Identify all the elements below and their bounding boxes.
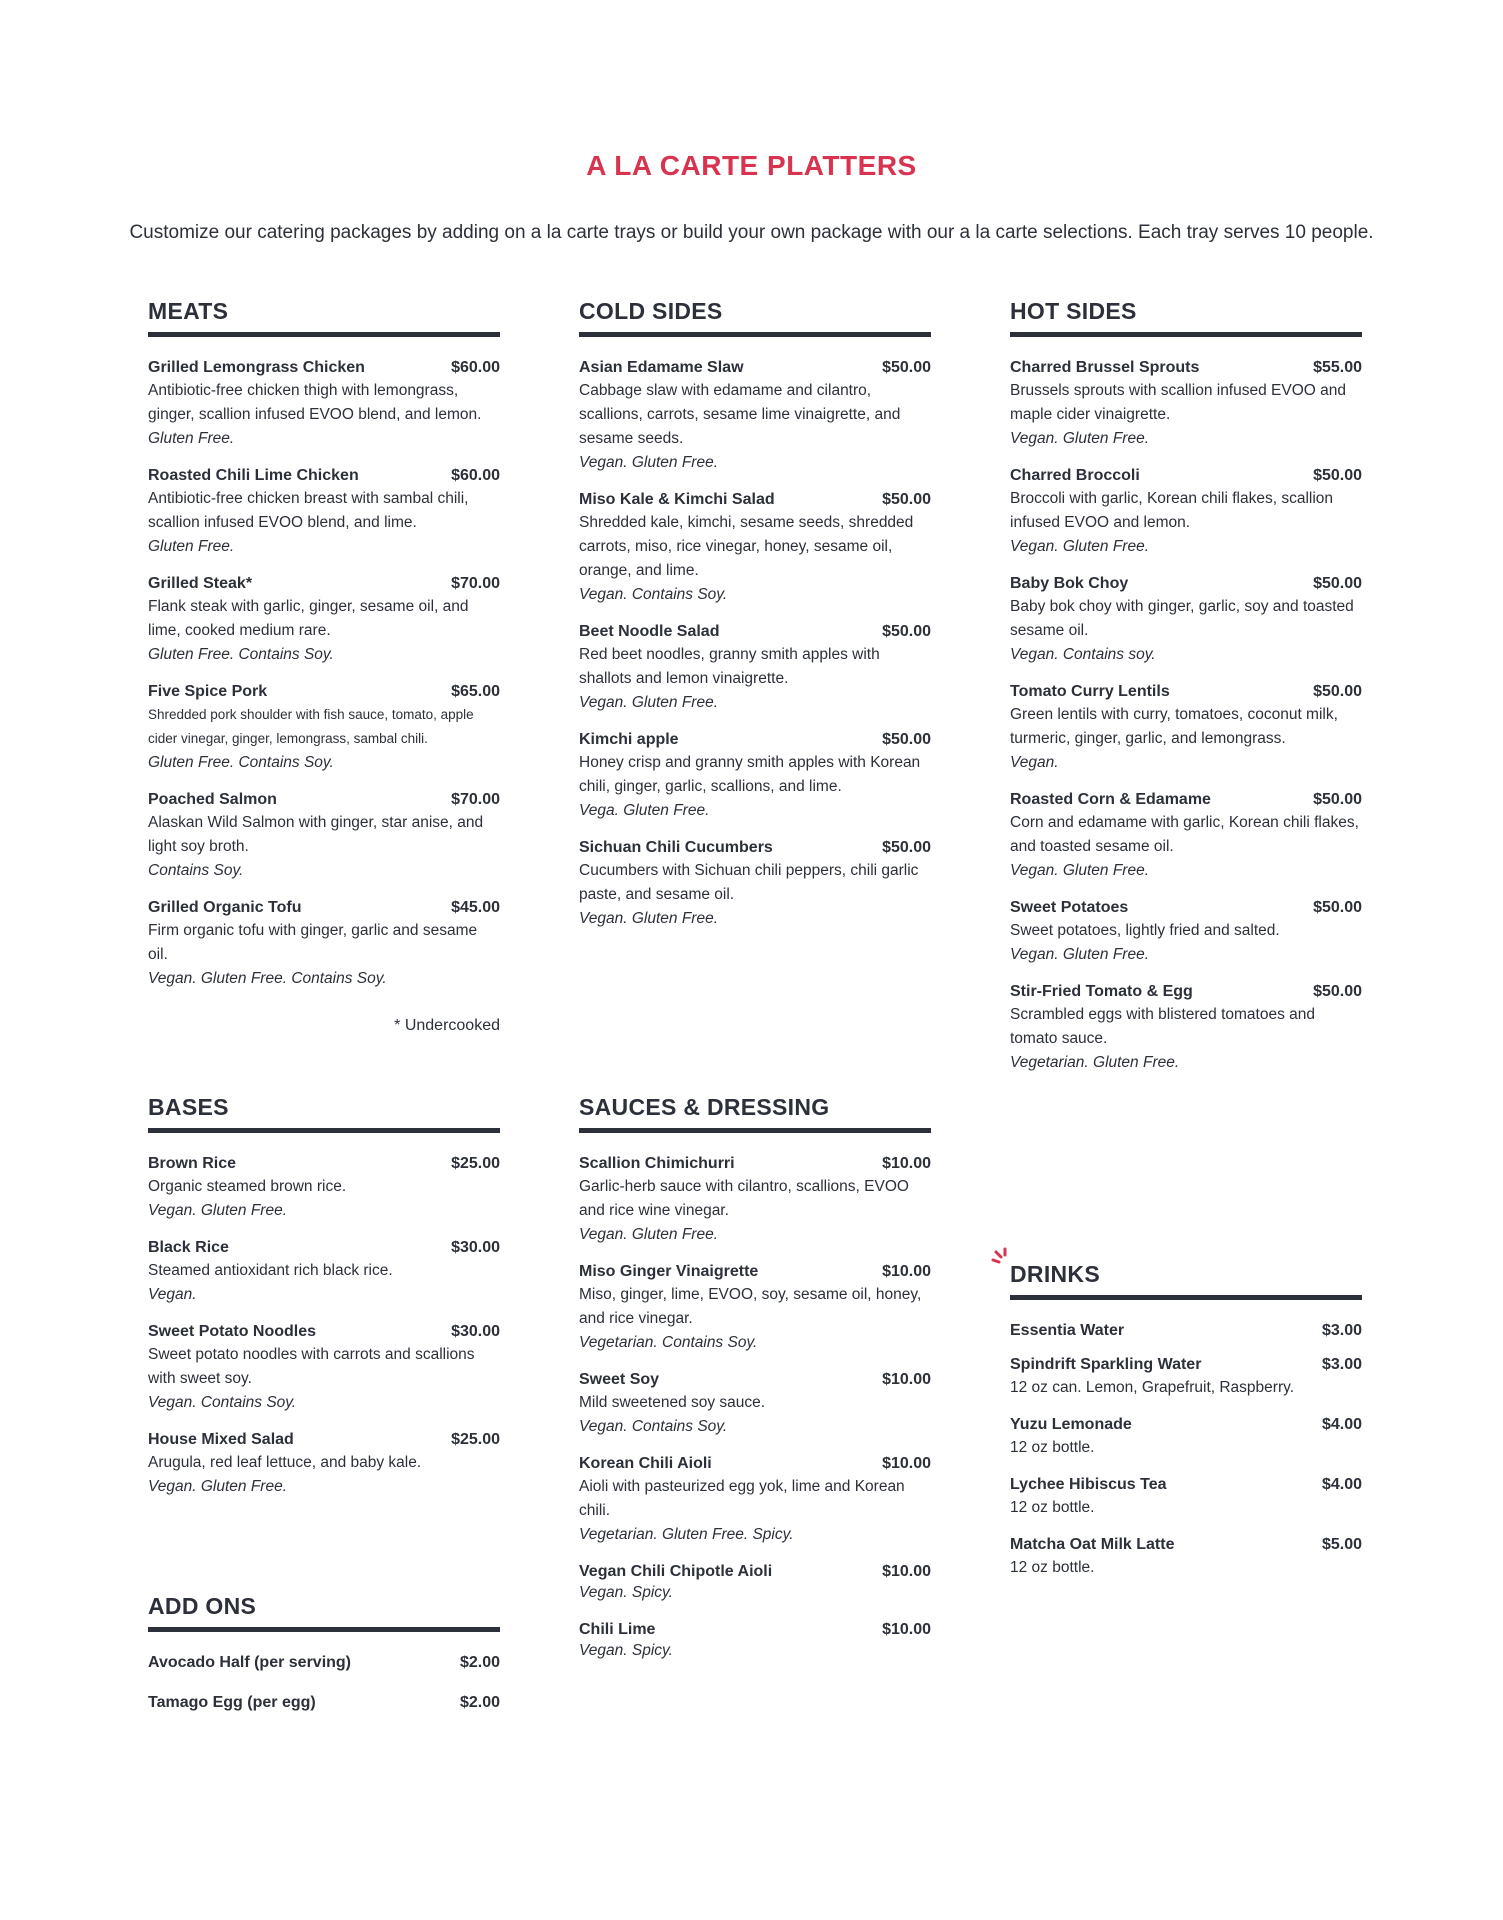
menu-item: [1010, 467, 1362, 559]
menu-item: [1010, 1356, 1362, 1400]
menu-item-dietary-note: Vegetarian. Gluten Free. Spicy.: [579, 1526, 794, 1543]
menu-item-price: $60.00: [451, 467, 500, 484]
menu-item-description: Antibiotic-free chicken thigh with lemongrass, ginger, scallion infused EVOO blend, and lemon.: [148, 382, 482, 423]
menu-item-row: [579, 1621, 931, 1639]
menu-item-row: [579, 1563, 931, 1581]
menu-item-price: $50.00: [1313, 467, 1362, 484]
menu-item-price: $4.00: [1321, 1476, 1362, 1493]
menu-item: [1010, 1416, 1362, 1460]
menu-item-name: Essentia Water: [1010, 1322, 1125, 1339]
menu-item-row: [148, 1155, 500, 1173]
menu-item-row: [1010, 359, 1362, 377]
menu-item-description: Arugula, red leaf lettuce, and baby kale.: [148, 1454, 422, 1471]
menu-item-dietary-note: Vegan. Contains Soy.: [579, 586, 728, 603]
menu-item-dietary-note: Vegan. Gluten Free.: [148, 1202, 288, 1219]
menu-item-description: Cucumbers with Sichuan chili peppers, chili garlic paste, and sesame oil.: [579, 862, 919, 903]
meats-section: [148, 290, 500, 1035]
menu-item-name: Five Spice Pork: [148, 683, 268, 700]
menu-item-dietary-note: Vegan.: [148, 1286, 197, 1303]
menu-item: [579, 1621, 931, 1663]
menu-item-description: Baby bok choy with ginger, garlic, soy and toasted sesame oil.: [1010, 598, 1354, 639]
menu-item-price: $55.00: [1313, 359, 1362, 376]
menu-item-description: Sweet potatoes, lightly fried and salted.: [1010, 922, 1280, 939]
menu-item-row: [148, 1654, 500, 1672]
menu-item-name: Sichuan Chili Cucumbers: [579, 839, 773, 856]
menu-item-description: Sweet potato noodles with carrots and scallions with sweet soy.: [148, 1346, 475, 1387]
menu-item-price: $10.00: [882, 1371, 931, 1388]
menu-item-row: [148, 575, 500, 593]
menu-item-row: [1010, 575, 1362, 593]
menu-item-row: [579, 1455, 931, 1473]
menu-item: [148, 1654, 500, 1672]
menu-item: [579, 1263, 931, 1355]
menu-item-name: Lychee Hibiscus Tea: [1010, 1476, 1167, 1493]
menu-item-dietary-note: Vegan. Gluten Free. Contains Soy.: [148, 970, 387, 987]
menu-item-price: $70.00: [451, 575, 500, 592]
menu-item-price: $25.00: [451, 1155, 500, 1172]
menu-item-name: Roasted Chili Lime Chicken: [148, 467, 359, 484]
menu-item-name: Grilled Lemongrass Chicken: [148, 359, 365, 376]
menu-item-name: Sweet Potatoes: [1010, 899, 1129, 916]
menu-item-price: $10.00: [882, 1621, 931, 1638]
menu-item-name: Vegan Chili Chipotle Aioli: [579, 1563, 773, 1580]
menu-item-dietary-note: Vegan. Gluten Free.: [148, 1478, 288, 1495]
menu-item-price: $25.00: [451, 1431, 500, 1448]
menu-item-row: [579, 359, 931, 377]
drinks-section: [1010, 1253, 1362, 1596]
menu-item-name: Stir-Fried Tomato & Egg: [1010, 983, 1193, 1000]
menu-item-description: Honey crisp and granny smith apples with Korean chili, ginger, garlic, scallions, and lime.: [579, 754, 921, 795]
menu-item-description: Corn and edamame with garlic, Korean chili flakes, and toasted sesame oil.: [1010, 814, 1359, 855]
menu-item-name: Grilled Organic Tofu: [148, 899, 302, 916]
menu-item-dietary-note: Gluten Free.: [148, 538, 235, 555]
menu-item-price: $4.00: [1321, 1416, 1362, 1433]
menu-item: [579, 731, 931, 823]
menu-item-description: Organic steamed brown rice.: [148, 1178, 347, 1195]
menu-item-description: Shredded pork shoulder with fish sauce, tomato, apple cider vinegar, ginger, lemongrass, sambal chili.: [148, 707, 474, 746]
menu-item: [579, 491, 931, 607]
menu-item-price: $2.00: [459, 1694, 500, 1711]
menu-item-name: Roasted Corn & Edamame: [1010, 791, 1211, 808]
menu-item-description: Shredded kale, kimchi, sesame seeds, shredded carrots, miso, rice vinegar, honey, sesame oil, orange, and lime.: [579, 514, 914, 579]
menu-item: [148, 791, 500, 883]
menu-item-name: Yuzu Lemonade: [1010, 1416, 1132, 1433]
menu-item: [1010, 791, 1362, 883]
menu-item-price: $50.00: [882, 491, 931, 508]
menu-item-name: Black Rice: [148, 1239, 229, 1256]
menu-item-price: $30.00: [451, 1239, 500, 1256]
menu-item: [148, 683, 500, 775]
menu-item-price: $60.00: [451, 359, 500, 376]
menu-item-dietary-note: Contains Soy.: [148, 862, 244, 879]
menu-item: [1010, 1536, 1362, 1580]
menu-item-dietary-note: Vegan. Spicy.: [579, 1584, 673, 1601]
menu-item: [1010, 899, 1362, 967]
accent-spark-icon: [990, 1247, 1012, 1269]
menu-item-description: Flank steak with garlic, ginger, sesame oil, and lime, cooked medium rare.: [148, 598, 469, 639]
intro-text: Customize our catering packages by adding on a la carte trays or build your own package with our a la carte selections. Each tray serves 10 people.: [129, 222, 1374, 243]
menu-item-name: Baby Bok Choy: [1010, 575, 1129, 592]
undercooked-footnote: * Undercooked: [394, 1017, 500, 1034]
menu-item-row: [148, 1431, 500, 1449]
menu-item-price: $10.00: [882, 1455, 931, 1472]
menu-item: [148, 1694, 500, 1712]
menu-item-name: Charred Brussel Sprouts: [1010, 359, 1200, 376]
menu-item-description: Broccoli with garlic, Korean chili flakes, scallion infused EVOO and lemon.: [1010, 490, 1334, 531]
menu-item-dietary-note: Vegan. Gluten Free.: [579, 454, 719, 471]
menu-item-name: Sweet Soy: [579, 1371, 660, 1388]
menu-item-name: Miso Kale & Kimchi Salad: [579, 491, 775, 508]
menu-item-dietary-note: Vegan. Gluten Free.: [579, 694, 719, 711]
menu-item-row: [1010, 1356, 1362, 1374]
menu-item: [148, 899, 500, 991]
menu-item-price: $50.00: [882, 731, 931, 748]
menu-item-row: [579, 1371, 931, 1389]
menu-item-name: Avocado Half (per serving): [148, 1654, 352, 1671]
menu-item-price: $50.00: [1313, 575, 1362, 592]
menu-item-description: Firm organic tofu with ginger, garlic and sesame oil.: [148, 922, 478, 963]
menu-item-description: Alaskan Wild Salmon with ginger, star anise, and light soy broth.: [148, 814, 484, 855]
meats-heading: MEATS: [148, 290, 500, 337]
menu-item-row: [148, 899, 500, 917]
menu-item-dietary-note: Gluten Free.: [148, 430, 235, 447]
menu-item-dietary-note: Vegan. Gluten Free.: [1010, 862, 1150, 879]
menu-item-description: Green lentils with curry, tomatoes, coconut milk, turmeric, ginger, garlic, and lemongrass.: [1010, 706, 1338, 747]
menu-item-price: $70.00: [451, 791, 500, 808]
menu-item-price: $3.00: [1321, 1322, 1362, 1339]
menu-item: [579, 1371, 931, 1439]
menu-item-name: Charred Broccoli: [1010, 467, 1140, 484]
addons-section: [148, 1585, 500, 1734]
menu-item-row: [579, 491, 931, 509]
menu-item: [579, 359, 931, 475]
hot-sides-section: [1010, 290, 1362, 1091]
menu-item-price: $30.00: [451, 1323, 500, 1340]
menu-item: [1010, 1476, 1362, 1520]
bases-heading: BASES: [148, 1086, 500, 1133]
menu-item-price: $3.00: [1321, 1356, 1362, 1373]
cold-sides-section: [579, 290, 931, 947]
menu-item-dietary-note: Vegetarian. Gluten Free.: [1010, 1054, 1180, 1071]
sauces-heading: SAUCES & DRESSING: [579, 1086, 931, 1133]
menu-item: [1010, 575, 1362, 667]
menu-item-dietary-note: Gluten Free. Contains Soy.: [148, 646, 334, 663]
menu-item-dietary-note: Vegan. Gluten Free.: [579, 1226, 719, 1243]
menu-item: [148, 359, 500, 451]
menu-item-price: $5.00: [1321, 1536, 1362, 1553]
menu-item-row: [148, 791, 500, 809]
menu-item-name: Poached Salmon: [148, 791, 277, 808]
menu-item-name: Kimchi apple: [579, 731, 679, 748]
menu-item-row: [1010, 1476, 1362, 1494]
menu-item-row: [148, 1323, 500, 1341]
drinks-heading: [1010, 1253, 1362, 1300]
menu-item-name: Sweet Potato Noodles: [148, 1323, 317, 1340]
menu-item-row: [148, 359, 500, 377]
menu-item-description: 12 oz bottle.: [1010, 1499, 1095, 1516]
menu-item-row: [148, 1694, 500, 1712]
menu-item-description: Steamed antioxidant rich black rice.: [148, 1262, 393, 1279]
menu-item: [148, 575, 500, 667]
menu-item-row: [1010, 1536, 1362, 1554]
menu-item-description: Mild sweetened soy sauce.: [579, 1394, 766, 1411]
addons-heading: ADD ONS: [148, 1585, 500, 1632]
menu-item-description: Cabbage slaw with edamame and cilantro, scallions, carrots, sesame lime vinaigrette, and sesame seeds.: [579, 382, 901, 447]
menu-item-row: [148, 467, 500, 485]
menu-item-price: $10.00: [882, 1263, 931, 1280]
menu-item-price: $10.00: [882, 1563, 931, 1580]
menu-item-price: $50.00: [1313, 983, 1362, 1000]
hot-sides-heading: HOT SIDES: [1010, 290, 1362, 337]
menu-item-description: Aioli with pasteurized egg yok, lime and Korean chili.: [579, 1478, 905, 1519]
menu-item-row: [579, 1155, 931, 1173]
menu-item-price: $65.00: [451, 683, 500, 700]
bases-section: [148, 1086, 500, 1515]
menu-item-row: [1010, 467, 1362, 485]
menu-item-name: Tomato Curry Lentils: [1010, 683, 1170, 700]
menu-item: [579, 1455, 931, 1547]
menu-item-row: [1010, 983, 1362, 1001]
menu-item-description: 12 oz bottle.: [1010, 1439, 1095, 1456]
menu-item: [148, 1323, 500, 1415]
menu-item: [148, 1155, 500, 1223]
menu-item: [148, 1239, 500, 1307]
menu-item-description: Garlic-herb sauce with cilantro, scallions, EVOO and rice wine vinegar.: [579, 1178, 909, 1219]
menu-item-description: Red beet noodles, granny smith apples with shallots and lemon vinaigrette.: [579, 646, 880, 687]
menu-item-price: $50.00: [1313, 683, 1362, 700]
menu-item: [1010, 683, 1362, 775]
menu-item-price: $50.00: [1313, 899, 1362, 916]
menu-item-row: [579, 623, 931, 641]
menu-item: [579, 1155, 931, 1247]
menu-item-dietary-note: Vegan. Contains Soy.: [579, 1418, 728, 1435]
menu-item-dietary-note: Vegetarian. Contains Soy.: [579, 1334, 758, 1351]
menu-item-dietary-note: Gluten Free. Contains Soy.: [148, 754, 334, 771]
menu-item-row: [579, 731, 931, 749]
menu-item-description: Brussels sprouts with scallion infused EVOO and maple cider vinaigrette.: [1010, 382, 1346, 423]
menu-item-dietary-note: Vegan. Gluten Free.: [579, 910, 719, 927]
menu-item-row: [1010, 791, 1362, 809]
menu-item-row: [1010, 1416, 1362, 1434]
menu-item-price: $10.00: [882, 1155, 931, 1172]
menu-item-description: Scrambled eggs with blistered tomatoes and tomato sauce.: [1010, 1006, 1315, 1047]
menu-item-price: $2.00: [459, 1654, 500, 1671]
menu-item-description: Miso, ginger, lime, EVOO, soy, sesame oil, honey, and rice vinegar.: [579, 1286, 922, 1327]
menu-item: [148, 467, 500, 559]
menu-item-price: $50.00: [882, 839, 931, 856]
menu-item: [1010, 359, 1362, 451]
menu-item-row: [1010, 1322, 1362, 1340]
menu-item-name: House Mixed Salad: [148, 1431, 294, 1448]
menu-item-name: Scallion Chimichurri: [579, 1155, 735, 1172]
cold-sides-heading: COLD SIDES: [579, 290, 931, 337]
menu-item-name: Grilled Steak*: [148, 575, 253, 592]
menu-item-description: Antibiotic-free chicken breast with sambal chili, scallion infused EVOO blend, and lime.: [148, 490, 469, 531]
menu-item-dietary-note: Vegan. Gluten Free.: [1010, 430, 1150, 447]
menu-item-description: 12 oz bottle.: [1010, 1559, 1095, 1576]
menu-item-name: Brown Rice: [148, 1155, 237, 1172]
menu-item-dietary-note: Vegan.: [1010, 754, 1059, 771]
menu-item: [1010, 1322, 1362, 1340]
menu-item-row: [579, 839, 931, 857]
menu-item: [579, 839, 931, 931]
menu-item-dietary-note: Vega. Gluten Free.: [579, 802, 710, 819]
menu-item-name: Beet Noodle Salad: [579, 623, 720, 640]
menu-item-dietary-note: Vegan. Gluten Free.: [1010, 946, 1150, 963]
menu-item-row: [148, 683, 500, 701]
menu-item-description: 12 oz can. Lemon, Grapefruit, Raspberry.: [1010, 1379, 1295, 1396]
menu-item-row: [579, 1263, 931, 1281]
drinks-heading-text: DRINKS: [1010, 1261, 1100, 1287]
menu-item-name: Matcha Oat Milk Latte: [1010, 1536, 1175, 1553]
menu-item-price: $50.00: [882, 623, 931, 640]
menu-item-name: Tamago Egg (per egg): [148, 1694, 316, 1711]
sauces-section: [579, 1086, 931, 1679]
page-title: A LA CARTE PLATTERS: [586, 150, 917, 181]
menu-item: [579, 623, 931, 715]
menu-item-dietary-note: Vegan. Contains soy.: [1010, 646, 1156, 663]
menu-item-name: Miso Ginger Vinaigrette: [579, 1263, 759, 1280]
menu-item-name: Chili Lime: [579, 1621, 656, 1638]
menu-item-row: [1010, 899, 1362, 917]
menu-item-name: Korean Chili Aioli: [579, 1455, 712, 1472]
menu-item-price: $50.00: [882, 359, 931, 376]
menu-item-name: Spindrift Sparkling Water: [1010, 1356, 1202, 1373]
menu-item-price: $45.00: [451, 899, 500, 916]
menu-item-price: $50.00: [1313, 791, 1362, 808]
menu-item-row: [1010, 683, 1362, 701]
menu-item: [1010, 983, 1362, 1075]
menu-item-dietary-note: Vegan. Gluten Free.: [1010, 538, 1150, 555]
menu-item: [579, 1563, 931, 1605]
menu-item-dietary-note: Vegan. Contains Soy.: [148, 1394, 297, 1411]
menu-item-name: Asian Edamame Slaw: [579, 359, 744, 376]
menu-item-dietary-note: Vegan. Spicy.: [579, 1642, 673, 1659]
menu-item-row: [148, 1239, 500, 1257]
menu-item: [148, 1431, 500, 1499]
